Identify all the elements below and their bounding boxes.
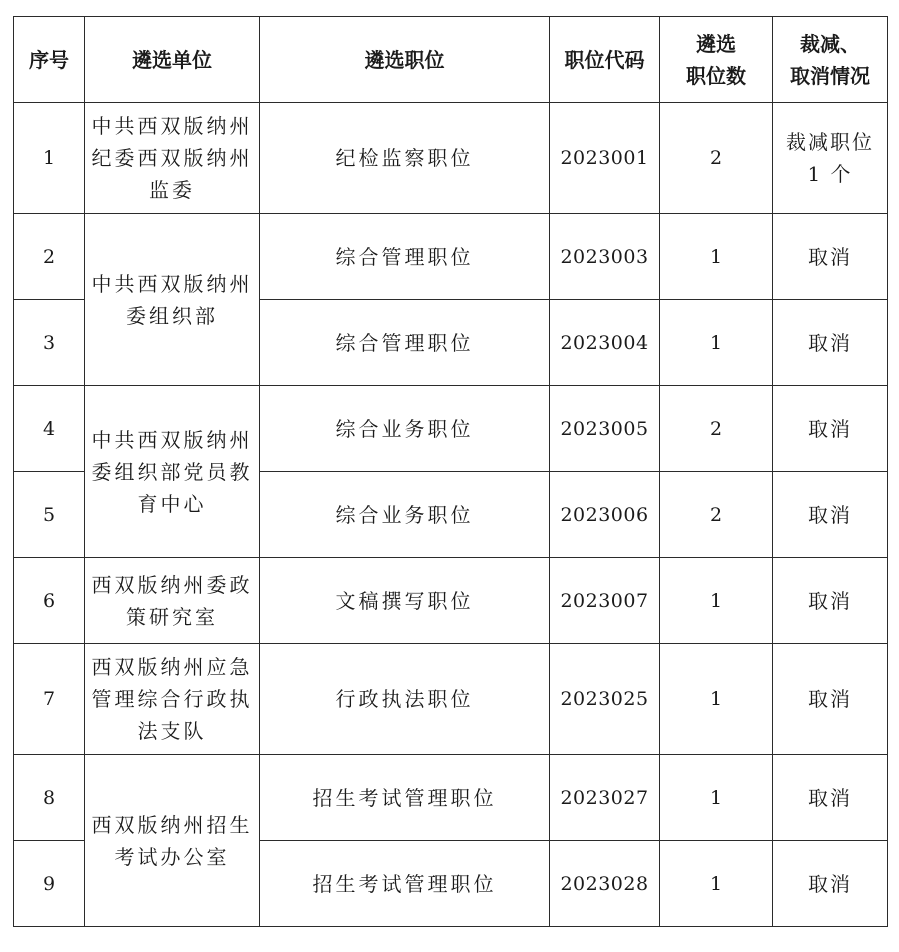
cell-unit bbox=[85, 558, 260, 644]
cell-count: 1 bbox=[660, 214, 773, 300]
status-line: 裁减职位 bbox=[786, 130, 874, 154]
cell-status: 取消 bbox=[773, 558, 888, 644]
selection-table bbox=[13, 16, 888, 927]
table-row bbox=[14, 214, 888, 300]
cell-count: 1 bbox=[660, 755, 773, 841]
cell-position: 招生考试管理职位 bbox=[260, 841, 550, 927]
unit-line: 委组织部 bbox=[126, 303, 218, 328]
cell-code: 2023005 bbox=[550, 386, 660, 472]
cell-code: 2023025 bbox=[550, 644, 660, 755]
cell-status: 取消 bbox=[773, 644, 888, 755]
cell-seq: 7 bbox=[14, 644, 85, 755]
header-status-line2: 取消情况 bbox=[790, 63, 870, 88]
header-unit: 遴选单位 bbox=[85, 17, 260, 103]
table-row bbox=[14, 103, 888, 214]
cell-count: 2 bbox=[660, 103, 773, 214]
cell-count: 1 bbox=[660, 644, 773, 755]
cell-position: 综合业务职位 bbox=[260, 472, 550, 558]
cell-status: 取消 bbox=[773, 841, 888, 927]
cell-position: 行政执法职位 bbox=[260, 644, 550, 755]
unit-line: 西双版纳州招生 bbox=[91, 812, 253, 837]
header-seq: 序号 bbox=[14, 17, 85, 103]
cell-seq: 5 bbox=[14, 472, 85, 558]
cell-seq: 2 bbox=[14, 214, 85, 300]
cell-position: 招生考试管理职位 bbox=[260, 755, 550, 841]
cell-position: 综合管理职位 bbox=[260, 300, 550, 386]
unit-line: 纪委西双版纳州 bbox=[91, 146, 253, 170]
cell-code: 2023027 bbox=[550, 755, 660, 841]
cell-status: 取消 bbox=[773, 386, 888, 472]
table-row bbox=[14, 386, 888, 472]
cell-status: 取消 bbox=[773, 472, 888, 558]
cell-code: 2023007 bbox=[550, 558, 660, 644]
cell-unit bbox=[85, 755, 260, 927]
cell-position: 综合业务职位 bbox=[260, 386, 550, 472]
status-line: 1 个 bbox=[807, 162, 853, 186]
unit-line: 法支队 bbox=[137, 719, 207, 743]
unit-line: 策研究室 bbox=[126, 604, 218, 629]
cell-count: 2 bbox=[660, 386, 773, 472]
header-count bbox=[660, 17, 773, 103]
table-row bbox=[14, 644, 888, 755]
table-row bbox=[14, 558, 888, 644]
unit-line: 中共西双版纳州 bbox=[91, 114, 253, 138]
cell-code: 2023006 bbox=[550, 472, 660, 558]
unit-line: 管理综合行政执 bbox=[91, 687, 253, 711]
cell-seq: 3 bbox=[14, 300, 85, 386]
cell-count: 1 bbox=[660, 558, 773, 644]
cell-unit bbox=[85, 103, 260, 214]
unit-line: 西双版纳州应急 bbox=[91, 655, 253, 679]
cell-code: 2023028 bbox=[550, 841, 660, 927]
cell-unit bbox=[85, 214, 260, 386]
unit-line: 西双版纳州委政 bbox=[91, 572, 253, 597]
header-code: 职位代码 bbox=[550, 17, 660, 103]
header-status bbox=[773, 17, 888, 103]
header-status-line1: 裁减、 bbox=[800, 31, 860, 56]
header-count-line1: 遴选 bbox=[696, 31, 736, 56]
header-position: 遴选职位 bbox=[260, 17, 550, 103]
cell-count: 2 bbox=[660, 472, 773, 558]
cell-seq: 9 bbox=[14, 841, 85, 927]
unit-line: 考试办公室 bbox=[114, 844, 230, 869]
cell-seq: 6 bbox=[14, 558, 85, 644]
unit-line: 中共西双版纳州 bbox=[91, 427, 253, 452]
unit-line: 中共西双版纳州 bbox=[91, 271, 253, 296]
cell-code: 2023004 bbox=[550, 300, 660, 386]
cell-unit bbox=[85, 386, 260, 558]
cell-seq: 4 bbox=[14, 386, 85, 472]
header-count-line2: 职位数 bbox=[686, 63, 746, 88]
cell-position: 文稿撰写职位 bbox=[260, 558, 550, 644]
cell-position: 综合管理职位 bbox=[260, 214, 550, 300]
unit-line: 监委 bbox=[149, 178, 195, 202]
unit-line: 委组织部党员教 bbox=[91, 459, 253, 484]
header-row bbox=[14, 17, 888, 103]
cell-position: 纪检监察职位 bbox=[260, 103, 550, 214]
cell-code: 2023001 bbox=[550, 103, 660, 214]
cell-status bbox=[773, 103, 888, 214]
unit-line: 育中心 bbox=[137, 491, 207, 516]
cell-status: 取消 bbox=[773, 300, 888, 386]
cell-code: 2023003 bbox=[550, 214, 660, 300]
cell-seq: 1 bbox=[14, 103, 85, 214]
cell-count: 1 bbox=[660, 300, 773, 386]
cell-status: 取消 bbox=[773, 755, 888, 841]
cell-unit bbox=[85, 644, 260, 755]
cell-count: 1 bbox=[660, 841, 773, 927]
table-row bbox=[14, 755, 888, 841]
cell-seq: 8 bbox=[14, 755, 85, 841]
cell-status: 取消 bbox=[773, 214, 888, 300]
